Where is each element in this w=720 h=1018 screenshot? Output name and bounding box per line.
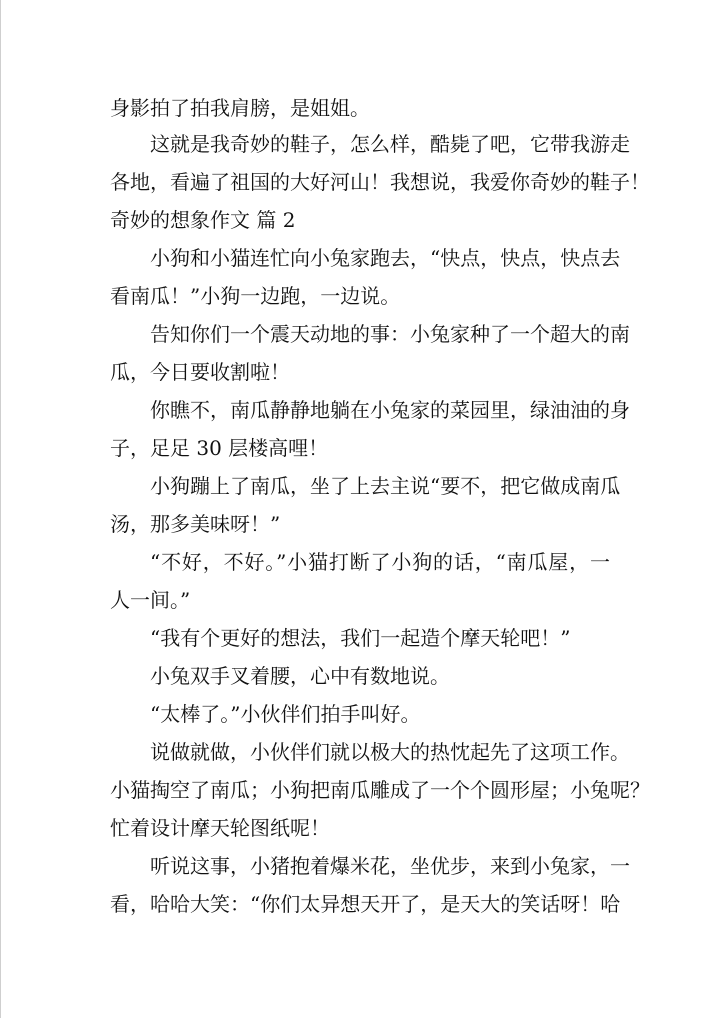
text-line-17: “太棒了。”小伙伴们拍手叫好。 — [150, 702, 421, 726]
text-line-1: 身影拍了拍我肩膀，是姐姐。 — [110, 96, 370, 120]
text-line-13: “不好，不好。”小猫打断了小狗的话，“南瓜屋，一 — [150, 550, 610, 574]
text-line-22: 看，哈哈大笑：“你们太异想天开了，是天大的笑话呀！哈 — [110, 892, 621, 916]
text-line-8: 瓜，今日要收割啦！ — [110, 360, 290, 384]
section-heading: 奇妙的想象作文 篇 2 — [110, 208, 296, 232]
text-line-15: “我有个更好的想法，我们一起造个摩天轮吧！” — [150, 626, 571, 650]
text-line-21: 听说这事，小猪抱着爆米花，坐优步，来到小兔家，一 — [150, 854, 630, 878]
page-edge — [0, 0, 1, 1018]
text-line-9: 你瞧不，南瓜静静地躺在小兔家的菜园里，绿油油的身 — [150, 398, 630, 422]
text-line-3: 各地，看遍了祖国的大好河山！我想说，我爱你奇妙的鞋子！ — [110, 170, 650, 194]
text-line-6: 看南瓜！”小狗一边跑，一边说。 — [110, 284, 401, 308]
text-line-5: 小狗和小猫连忙向小兔家跑去，“快点，快点，快点去 — [150, 246, 621, 270]
text-line-12: 汤，那多美味呀！” — [110, 512, 281, 536]
text-line-16: 小兔双手叉着腰，心中有数地说。 — [150, 664, 450, 688]
text-line-2: 这就是我奇妙的鞋子，怎么样，酷毙了吧，它带我游走 — [150, 132, 630, 156]
text-line-18: 说做就做，小伙伴们就以极大的热忱起先了这项工作。 — [150, 740, 630, 764]
text-line-11: 小狗蹦上了南瓜，坐了上去主说“要不，把它做成南瓜 — [150, 474, 621, 498]
text-line-7: 告知你们一个震天动地的事：小兔家种了一个超大的南 — [150, 322, 630, 346]
text-line-10: 子，足足 30 层楼高哩！ — [110, 436, 329, 460]
text-line-20: 忙着设计摩天轮图纸呢！ — [110, 816, 330, 840]
text-line-14: 人一间。” — [110, 588, 191, 612]
text-line-19: 小猫掏空了南瓜；小狗把南瓜雕成了一个个圆形屋；小兔呢？ — [110, 778, 650, 802]
